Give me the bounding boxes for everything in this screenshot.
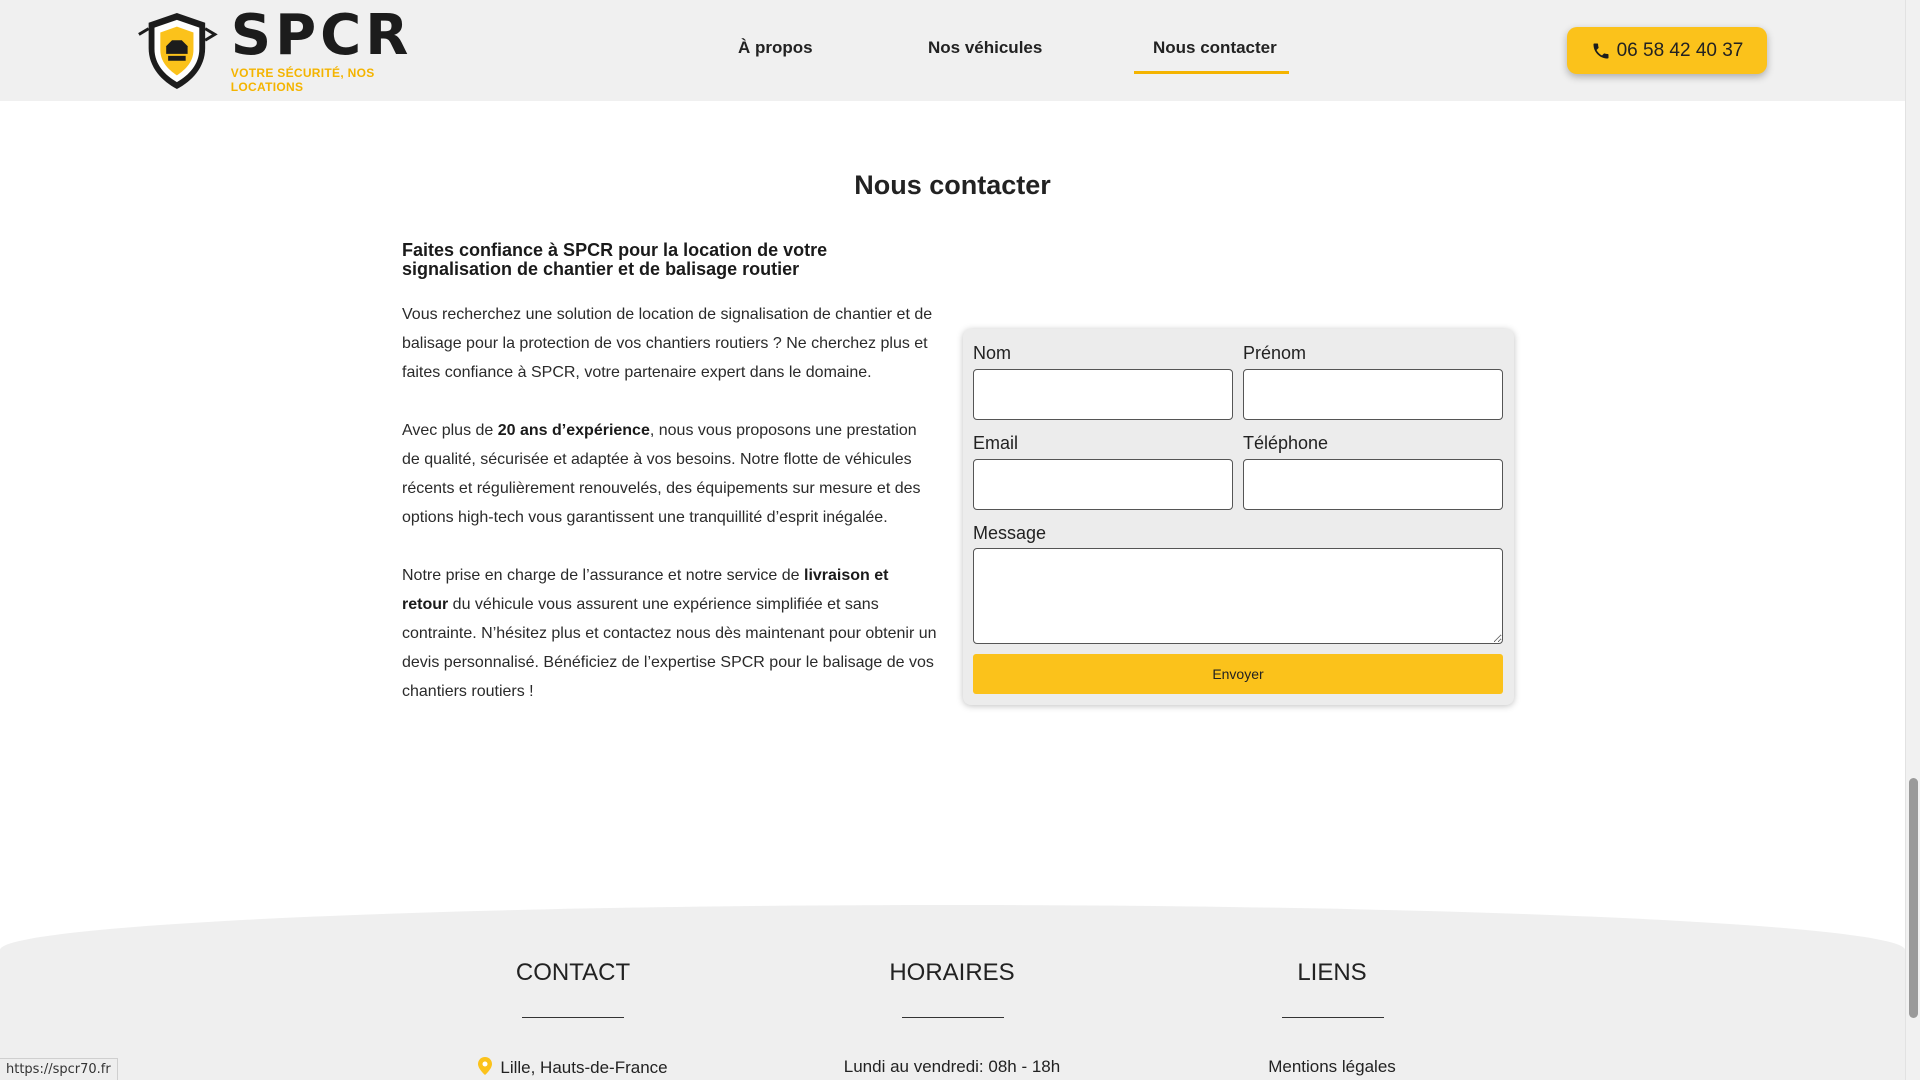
intro-paragraph-1: Vous recherchez une solution de location de signalisation de chantier et de balisage pour la protection de vos chantiers routiers ? Ne cherchez plus et faites confiance à SPCR, votre partenaire expert dans le domaine. [402, 306, 933, 381]
footer-hours-divider [902, 1017, 1004, 1018]
footer-hours-text: Lundi au vendredi: 08h - 18h [843, 1057, 1061, 1076]
status-url-tooltip: https://spcr70.fr [0, 1058, 118, 1080]
footer-links-divider [1282, 1017, 1384, 1018]
footer-links-title: LIENS [1297, 959, 1367, 986]
brand-name: SPCR [230, 3, 413, 68]
footer-location-text: Lille, Hauts-de-France [500, 1058, 668, 1077]
footer-contact-title: CONTACT [515, 959, 631, 986]
message-label: Message [973, 523, 1047, 543]
envoyer-button[interactable]: Envoyer [973, 654, 1503, 694]
phone-icon [1591, 41, 1611, 61]
page-title: Nous contacter [854, 170, 1051, 200]
footer-contact-divider [522, 1017, 624, 1018]
message-field[interactable] [973, 548, 1503, 644]
map-pin-icon [478, 1057, 492, 1075]
site-footer [0, 905, 1905, 1080]
telephone-field[interactable] [1243, 459, 1503, 510]
email-field[interactable] [973, 459, 1233, 510]
brand-tagline: VOTRE SÉCURITÉ, NOS LOCATIONS [230, 66, 375, 94]
brand-logo[interactable] [135, 3, 445, 94]
nom-label: Nom [973, 343, 1012, 363]
intro-section [402, 241, 937, 706]
intro-paragraph-3: Notre prise en charge de l’assurance et notre service de livraison et retour du véhicule vous assurent une expérience simplifiée et sans contrainte. N’hésitez plus et contactez nous dès maintenant pour obtenir un devis personnalisé. Bénéficiez de l’expertise SPCR pour le balisage de vos chantiers routiers ! [402, 567, 937, 700]
nom-field[interactable] [973, 369, 1233, 420]
nav-item-nos-vehicules[interactable]: Nos véhicules [928, 38, 1043, 57]
phone-button[interactable] [1567, 27, 1767, 74]
footer-hours-title: HORAIRES [889, 959, 1015, 986]
email-label: Email [973, 433, 1019, 453]
prenom-label: Prénom [1243, 343, 1307, 363]
scrollbar-thumb[interactable] [1909, 778, 1918, 1018]
nav-item-nous-contacter[interactable]: Nous contacter [1153, 38, 1277, 57]
contact-form [963, 329, 1514, 705]
nav-item-a-propos[interactable]: À propos [738, 38, 813, 57]
shield-logo-icon [135, 8, 219, 94]
intro-paragraph-2: Avec plus de 20 ans d’expérience, nous vous proposons une prestation de qualité, sécurisée et adaptée à vos besoins. Notre flotte de véhicules récents et régulièrement renouvelés, des équipements sur mesure et des options high-tech vous garantissent une tranquillité d’esprit inégalée. [402, 422, 921, 526]
intro-heading: Faites confiance à SPCR pour la location de votre signalisation de chantier et de balisage routier [402, 240, 828, 279]
phone-number: 06 58 42 40 37 [1616, 39, 1744, 61]
prenom-field[interactable] [1243, 369, 1503, 420]
active-nav-indicator [1134, 71, 1289, 74]
page-scrollbar[interactable] [1905, 0, 1920, 1080]
site-header [0, 0, 1905, 101]
telephone-label: Téléphone [1243, 433, 1329, 453]
footer-contact-location [413, 1057, 733, 1078]
footer-link-mentions-legales[interactable]: Mentions légales [1268, 1057, 1396, 1076]
